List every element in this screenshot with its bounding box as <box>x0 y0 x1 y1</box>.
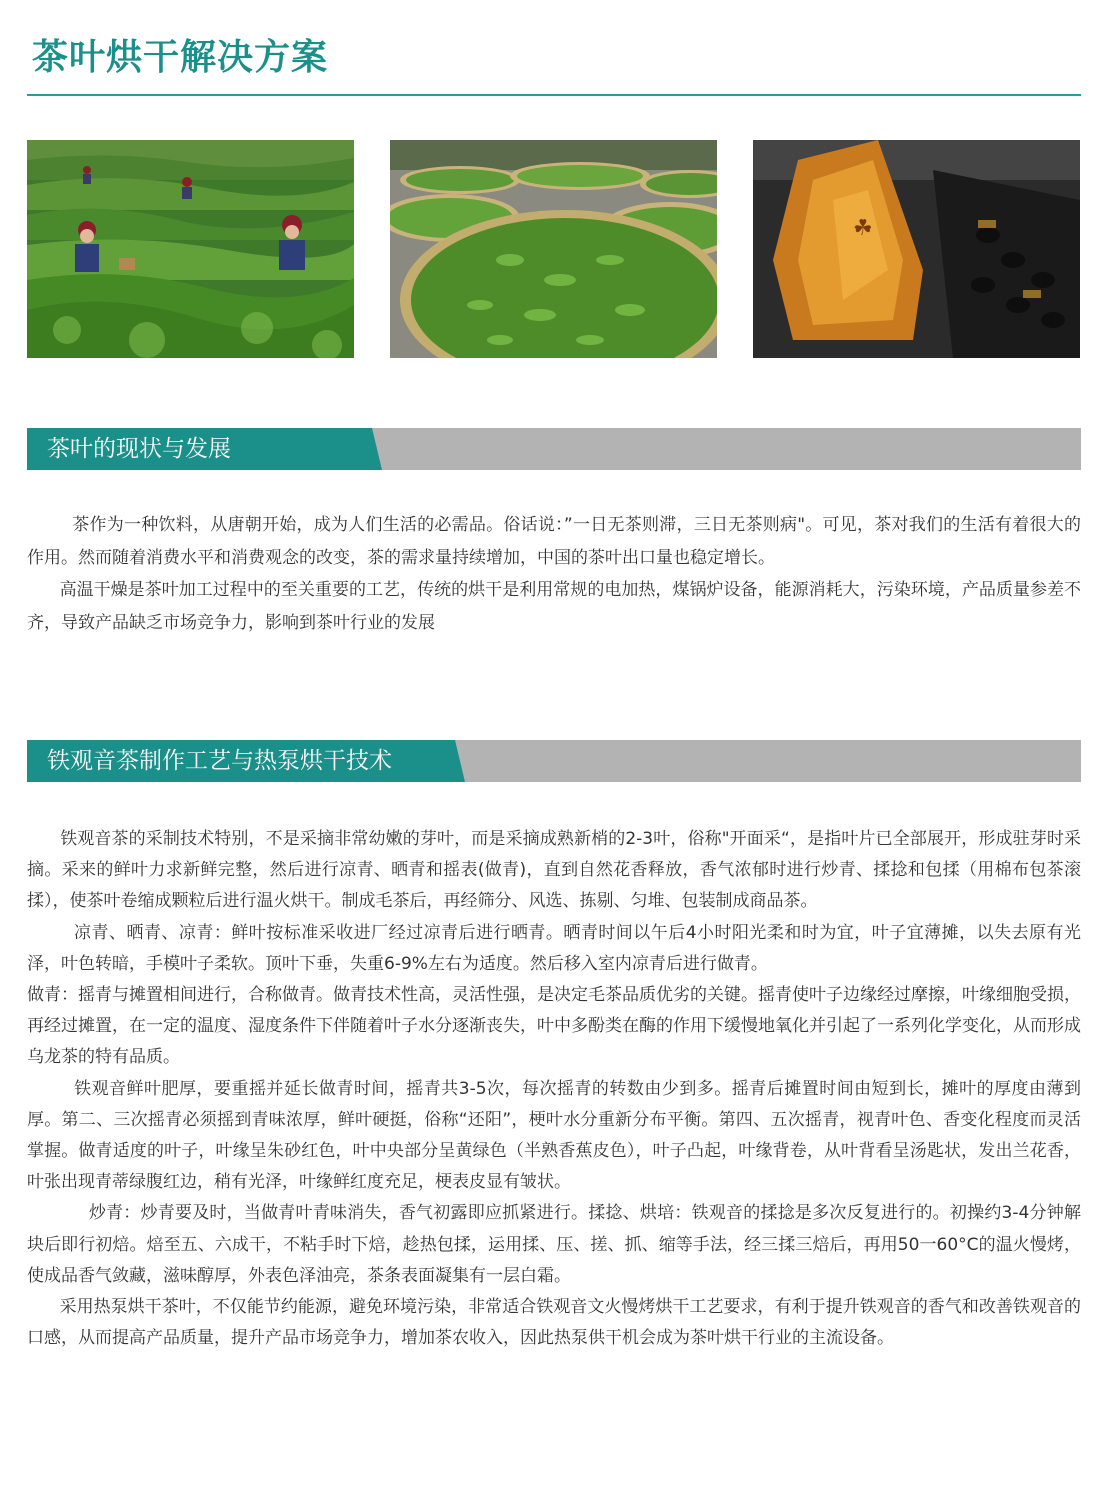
page-title: 茶叶烘干解决方案 <box>32 37 329 78</box>
tea-plantation-photo <box>27 140 354 358</box>
title-divider <box>27 94 1081 96</box>
section-body <box>27 509 1081 639</box>
section-title: 茶叶的现状与发展 <box>47 436 231 462</box>
section-header-status <box>27 428 1081 470</box>
paragraph: 铁观音茶的采制技术特别，不是采摘非常幼嫩的芽叶，而是采摘成熟新梢的2-3叶，俗称"开面采“，是指叶片已全部展开，形成驻芽时采摘。采来的鲜叶力求新鲜完整，然后进行凉青、晒青和摇表(做青)，直到自然花香释放，香气浓郁时进行炒青、揉捻和包揉（用棉布包茶滚揉），使茶叶卷缩成颗粒后进行温火烘干。制成毛茶后，再经筛分、风选、拣剔、匀堆、包装制成商品茶。 <box>27 829 1081 912</box>
section-header-process <box>27 740 1081 782</box>
packaged-tea-photo <box>753 140 1080 358</box>
paragraph: 茶作为一种饮料，从唐朝开始，成为人们生活的必需品。俗话说：”一日无茶则滞，三日无茶则病"。可见，茶对我们的生活有着很大的作用。然而随着消费水平和消费观念的改变，茶的需求量持续增加，中国的茶叶出口量也稳定增长。 <box>27 515 1081 568</box>
paragraph: 做青：摇青与摊置相间进行，合称做青。做青技术性高，灵活性强，是决定毛茶品质优劣的关键。摇青使叶子边缘经过摩擦，叶缘细胞受损，再经过摊置，在一定的温度、湿度条件下伴随着叶子水分逐渐丧失，叶中多酚类在酶的作用下缓慢地氧化并引起了一系列化学变化，从而形成乌龙茶的特有品质。 <box>27 985 1081 1068</box>
section-body <box>27 824 1081 1354</box>
paragraph: 炒青：炒青要及时，当做青叶青味消失，香气初露即应抓紧进行。揉捻、烘培：铁观音的揉捻是多次反复进行的。初操约3-4分钟解块后即行初焙。焙至五、六成干，不粘手时下焙，趁热包揉，运用揉、压、搓、抓、缩等手法，经三揉三焙后，再用50一60°C的温火慢烤，使成品香气敛藏，滋味醇厚，外表色泽油亮，茶条表面凝集有一层白霜。 <box>27 1203 1081 1286</box>
fresh-tea-leaves-photo <box>390 140 717 358</box>
paragraph: 采用热泵烘干茶叶，不仅能节约能源，避免环境污染，非常适合铁观音文火慢烤烘干工艺要求，有利于提升铁观音的香气和改善铁观音的口感，从而提高产品质量，提升产品市场竞争力，增加茶农收入，因此热泵供干机会成为茶叶烘干行业的主流设备。 <box>27 1297 1081 1349</box>
paragraph: 凉青、晒青、凉青：鲜叶按标准采收进厂经过凉青后进行晒青。晒青时间以午后4小时阳光柔和时为宜，叶子宜薄摊，以失去原有光泽，叶色转暗，手模叶子柔软。顶叶下垂，失重6-9%左右为适度。然后移入室内凉青后进行做青。 <box>27 922 1081 974</box>
svg-text:☘: ☘ <box>853 216 873 241</box>
paragraph: 高温干燥是茶叶加工过程中的至关重要的工艺，传统的烘干是利用常规的电加热，煤锅炉设备，能源消耗大，污染环境，产品质量参差不齐，导致产品缺乏市场竞争力，影响到茶叶行业的发展 <box>27 580 1081 633</box>
section-title: 铁观音茶制作工艺与热泵烘干技术 <box>47 748 392 774</box>
paragraph: 铁观音鲜叶肥厚，要重摇并延长做青时间，摇青共3-5次，每次摇青的转数由少到多。摇青后摊置时间由短到长，摊叶的厚度由薄到厚。第二、三次摇青必须摇到青味浓厚，鲜叶硬挺，俗称“还阳”，梗叶水分重新分布平衡。第四、五次摇青，视青叶色、香变化程度而灵活掌握。做青适度的叶子，叶缘呈朱砂红色，叶中央部分呈黄绿色（半熟香蕉皮色），叶子凸起，叶缘背卷，从叶背看呈汤匙状，发出兰花香，叶张出现青蒂绿腹红边，稍有光泽，叶缘鲜红度充足，梗表皮显有皱状。 <box>27 1078 1081 1193</box>
